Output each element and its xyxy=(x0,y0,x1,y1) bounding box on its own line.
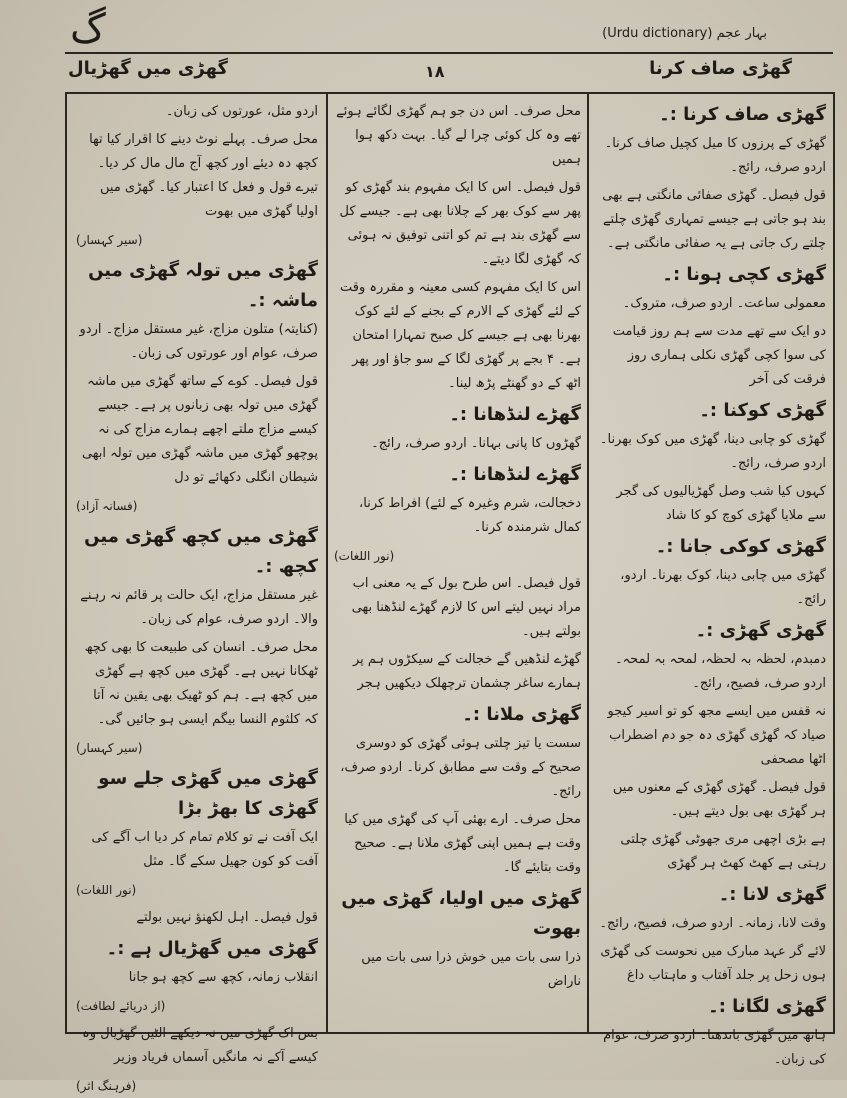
book-title: بہار عجم (Urdu dictionary) xyxy=(602,26,767,41)
running-head-left: گھڑی میں گھڑیال xyxy=(68,58,228,79)
source-citation: (از دریائے لطافت) xyxy=(76,999,166,1013)
entry-text: گھڑوں کا پانی بہانا۔ اردو صرف، رائج۔ xyxy=(371,436,581,451)
source-citation: (نور اللغات) xyxy=(76,883,137,897)
entry-text: محل صرف۔ پہلے نوٹ دینے کا اقرار کیا تھا کچھ دہ دیئے اور کچھ آج مال مال کر دیا۔ تیرے قول و فعل کا اعتبار کیا۔ گھڑی میں اولیا گھڑی میں بھوت xyxy=(89,132,318,219)
entry-headword: گھڑی صاف کرنا :۔ xyxy=(659,104,826,125)
entry-text: قول فیصل۔ اس کا ایک مفہوم بند گھڑی کو پھر سے کوک بھر کے چلانا بھی ہے۔ جیسے کل سے گھڑی بند ہے تم کو اتنی توفیق نہ ہوئی کہ گھڑی لگا دیتے۔ xyxy=(339,180,581,267)
source-citation: (نور اللغات) xyxy=(334,549,395,563)
entry-text: گھڑی کو چابی دینا، گھڑی میں کوک بھرنا۔ اردو صرف، رائج۔ xyxy=(599,432,826,471)
entry-text: غیر مستقل مزاج، ایک حالت پر قائم نہ رہنے والا۔ اردو صرف، عوام کی زبان۔ xyxy=(80,588,318,627)
entry-text: ایک آفت نے تو کلام تمام کر دیا اب آگے کی آفت کو کون جھیل سکے گا۔ مثل xyxy=(91,830,318,869)
entry-text: سست یا تیز چلتی ہوئی گھڑی کو دوسری صحیح کے وقت سے مطابق کرنا۔ اردو صرف، رائج۔ xyxy=(340,736,581,799)
entry-headword: گھڑے لنڈھانا :۔ xyxy=(449,464,581,485)
entry-text: کہوں کیا شب وصل گھڑیالیوں کی گجر سے ملایا گھڑی کوچ کو کا شاد xyxy=(616,484,826,523)
column-left xyxy=(72,100,322,1093)
entry-text: اردو مثل، عورتوں کی زبان۔ xyxy=(165,104,318,119)
header-rule xyxy=(65,52,833,54)
entry-headword: گھڑے لنڈھانا :۔ xyxy=(449,404,581,425)
entry-text: گھڑے لنڈھیں گے خجالت کے سیکڑوں ہم پر ہمارے ساغر چشمان ترچھلک دیکھیں ہجر xyxy=(352,652,581,691)
entry-text: دمبدم، لحظہ بہ لحظہ، لمحہ بہ لمحہ۔ اردو صرف، فصیح، رائج۔ xyxy=(614,652,826,691)
entry-text: ہاتھ میں گھڑی باندھنا۔ اردو صرف، عوام کی زبان۔ xyxy=(603,1028,826,1067)
entry-text: ہے بڑی اچھی مری جھوٹی گھڑی چلتی رہتی ہے کھٹ کھٹ ہر گھڑی xyxy=(620,832,826,871)
entry-text: قول فیصل۔ گھڑی گھڑی کے معنوں میں ہر گھڑی بھی بول دیتے ہیں۔ xyxy=(612,780,826,819)
column-divider xyxy=(587,92,589,1034)
source-citation: (سیر کہسار) xyxy=(76,233,143,247)
entry-text: قول فیصل۔ گھڑی صفائی مانگتی ہے بھی بند ہو جاتی ہے جیسے تمہاری گھڑی چلتے چلتے رک جاتی ہے یہ صفائی مانگتی ہے۔ xyxy=(602,188,826,251)
entry-headword: گھڑی کچی ہونا :۔ xyxy=(662,264,826,285)
entry-headword: گھڑی کوکی جانا :۔ xyxy=(655,536,826,557)
column-middle xyxy=(330,100,585,1025)
entry-text: قول فیصل۔ اس طرح بول کے یہ معنی اب مراد نہیں لیتے اس کا لازم گھڑے لنڈھنا بھی بولتے ہیں۔ xyxy=(351,576,581,639)
entry-text: گھڑی کے پرزوں کا میل کچیل صاف کرنا۔ اردو صرف، رائج۔ xyxy=(604,136,826,175)
entry-headword: گھڑی میں گھڑیال ہے :۔ xyxy=(106,938,318,959)
entry-headword: گھڑی ملانا :۔ xyxy=(462,704,581,725)
source-citation: (فسانہ آزاد) xyxy=(76,499,138,513)
entry-headword: گھڑی میں گھڑی جلے سو گھڑی کا بھڑ بڑا xyxy=(98,768,318,819)
entry-text: دخجالت، شرم وغیرہ کے لئے) افراط کرنا، کمال شرمندہ کرنا۔ xyxy=(359,496,581,535)
entry-headword: گھڑی لگانا :۔ xyxy=(708,996,826,1017)
entry-text: محل صرف۔ انسان کی طبیعت کا بھی کچھ ٹھکانا نہیں ہے۔ گھڑی میں کچھ ہے گھڑی میں کچھ ہے۔ ہم کو ٹھیک بھی یقین نہ آتا کہ کلثوم النسا بیگم ایسی ہو جائیں گی۔ xyxy=(84,640,318,727)
entry-text: انقلاب زمانہ، کچھ سے کچھ ہو جانا xyxy=(128,970,318,985)
entry-text: محل صرف۔ اس دن جو ہم گھڑی لگائے ہوئے تھے وہ کل کوئی چرا لے گیا۔ بہت دکھ ہوا ہمیں xyxy=(336,104,581,167)
entry-text: بس اک گھڑی میں نہ دیکھے الٹیں گھڑیال وہ کیسے آکے نہ مانگیں آسماں فریاد وزیر xyxy=(82,1026,318,1065)
entry-text: (کنایتہ) متلون مزاج، غیر مستقل مزاج۔ اردو صرف، عوام اور عورتوں کی زبان۔ xyxy=(79,322,318,361)
entry-headword: گھڑی لانا :۔ xyxy=(718,884,826,905)
running-head-right: گھڑی صاف کرنا xyxy=(649,58,792,79)
entry-text: محل صرف۔ ارے بھئی آپ کی گھڑی میں کیا وقت ہے ہمیں اپنی گھڑی ملانا ہے۔ صحیح وقت بتایئے گا۔ xyxy=(344,812,581,875)
entry-text: قول فیصل۔ کوے کے ساتھ گھڑی میں ماشہ گھڑی میں تولہ بھی زبانوں پر ہے۔ جیسے کیسے مزاج ملتے اچھے ہمارے مزاج کی نہ پوچھو گھڑی میں ماشہ گھڑی میں تولہ ابھی شیطان انگلی دکھائے تو دل xyxy=(81,374,318,485)
source-citation: (فرہنگ اثر) xyxy=(76,1079,137,1093)
entry-text: ذرا سی بات میں خوش ذرا سی بات میں ناراض xyxy=(361,950,581,989)
section-letter: گ xyxy=(70,6,106,52)
source-citation: (سیر کہسار) xyxy=(76,741,143,755)
entry-text: اس کا ایک مفہوم کسی معینہ و مقررہ وقت کے لئے گھڑی کے الارم کے بجنے کے لئے کوک بھرنا بھی ہے جیسے کل صبح تمہارا امتحان ہے۔ ۴ بجے پر گھڑی لگا کے سو جاؤ اور پھر اٹھ کے دو گھنٹے پڑھ لینا۔ xyxy=(340,280,581,391)
entry-text: قول فیصل۔ اہل لکھنؤ نہیں بولتے xyxy=(136,910,318,925)
entry-headword: گھڑی میں تولہ گھڑی میں ماشہ :۔ xyxy=(88,260,318,311)
entry-headword: گھڑی میں اولیا، گھڑی میں بھوت xyxy=(341,888,581,939)
page-number: ١٨ xyxy=(425,62,445,81)
entry-text: گھڑی میں چابی دینا، کوک بھرنا۔ اردو، رائج۔ xyxy=(620,568,826,607)
entry-text: لائے گر عہد مبارک میں نحوست کی گھڑی ہوں زحل پر جلد آفتاب و ماہتاب داغ xyxy=(600,944,826,983)
entry-headword: گھڑی کوکنا :۔ xyxy=(699,400,826,421)
column-divider xyxy=(326,92,328,1034)
entry-text: نہ قفس میں ایسے مجھ کو تو اسیر کیجو صیاد کہ گھڑی گھڑی دہ جو دم اضطراب اٹھا مصحفی xyxy=(607,704,826,767)
column-right xyxy=(590,100,830,1067)
entry-text: وقت لانا، زمانہ۔ اردو صرف، فصیح، رائج۔ xyxy=(599,916,826,931)
entry-text: معمولی ساعت۔ اردو صرف، متروک۔ xyxy=(622,296,826,311)
entry-text: دو ایک سے تھے مدت سے ہم روز قیامت کی سوا کچی گھڑی نکلی ہماری روز فرقت کی آخر xyxy=(612,324,826,387)
entry-headword: گھڑی گھڑی :۔ xyxy=(695,620,826,641)
entry-headword: گھڑی میں کچھ گھڑی میں کچھ :۔ xyxy=(84,526,318,577)
